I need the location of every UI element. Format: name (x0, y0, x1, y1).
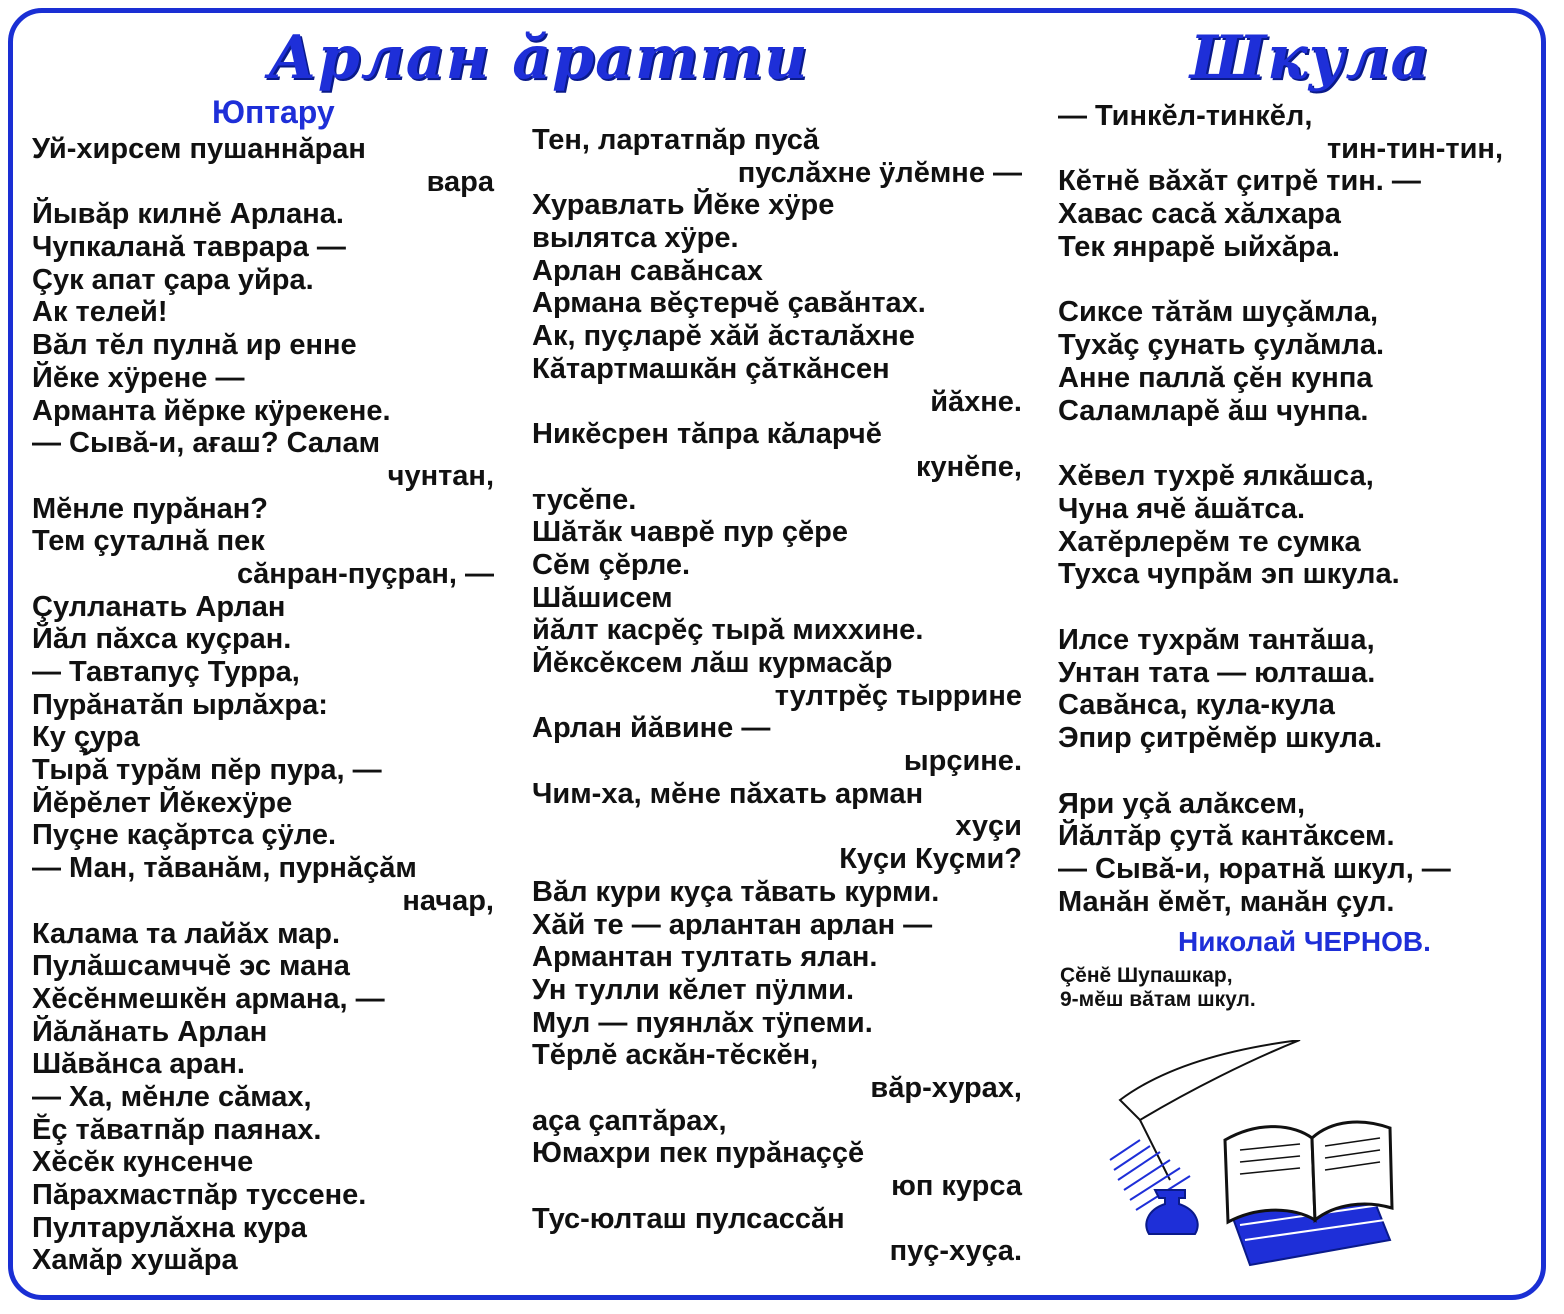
poem-line: Пултарулăхна кура (32, 1211, 307, 1244)
poem-line: Шăтăк чаврĕ пур çĕре (532, 516, 848, 549)
poem-line: Калама та лайăх мар. (32, 917, 341, 950)
poem-line: тусĕпе. (532, 483, 637, 516)
poem-line: Йăлтăр çутă кантăксем. (1058, 820, 1395, 853)
poem-line: Çулланать Арлан (32, 590, 286, 623)
poem-line: Кăтартмашкăн çăткăнсен (532, 352, 890, 385)
poem-line: Ак телей! (32, 296, 168, 329)
poem-line: Ку çура (32, 721, 140, 754)
poem-line: пуслăхне ÿлĕмне — (737, 156, 1022, 189)
poem-line: йăлт касрĕç тырă миххине. (532, 614, 924, 647)
poem-line: Ун тулли кĕлет пÿлми. (532, 973, 855, 1006)
poem-line: Чим-ха, мĕне пăхать арман (532, 777, 924, 810)
poem-line: Тыр้ă турăм пĕр пура, — (32, 754, 382, 787)
poem-line: Пăрахмастпăр туссене. (32, 1179, 367, 1211)
poem-line: Армантан тултать ялан. (532, 941, 878, 974)
poem-line: Йĕке хÿрене — (32, 361, 245, 394)
poem-line: Тус-юлташ пулсассăн (532, 1202, 845, 1235)
poem-line: Сĕм çĕрле. (532, 548, 691, 581)
poem-line: Шăвăнса аран. (32, 1048, 245, 1081)
poem-title-right: Шкула (1190, 23, 1431, 93)
author-city: Çĕнĕ Шупашкар, (1060, 964, 1233, 987)
poem-line: Арлан йăвине — (532, 712, 771, 745)
poem-line: аçа çаптăрах, (532, 1104, 727, 1137)
poem-line: Яри уçă алăксем, (1058, 787, 1306, 820)
poem-column-3 (1058, 100, 1503, 918)
poem-line: сăнран-пуçран, — (236, 557, 494, 590)
stanza-gap (1058, 755, 1503, 788)
poem-line: Мул — пуянлăх тÿпеми. (532, 1006, 873, 1039)
poem-line: Армана вĕçтерчĕ çавăнтах. (532, 287, 926, 320)
author-school: 9-мĕш вăтам шкул. (1060, 988, 1256, 1011)
poem-line: Тен, лартатпăр пусă (532, 124, 820, 156)
poem-line: Юмахри пек пурăнаççĕ (532, 1137, 865, 1170)
poem-line: Анне паллă çĕн кунпа (1058, 361, 1373, 394)
poem-line: вара (426, 165, 494, 198)
poem-line: Пуçне каçăртса çÿле. (32, 819, 337, 852)
poem-line: Сиксе тăтăм шуçăмла, (1058, 296, 1379, 329)
poem-line: Хĕвел тухрĕ ялкăшса, (1058, 460, 1374, 493)
poem-line: Унтан тата — юлташа. (1058, 656, 1376, 689)
poem-line: Чуна ячĕ ăшăтса. (1058, 492, 1306, 525)
poem-line: Йĕрĕлет Йĕкехÿре (32, 786, 293, 819)
author-location (1060, 964, 1256, 1012)
poem-line: пуç-хуçа. (889, 1235, 1022, 1268)
poem-title-left: Арлан ăратти (268, 23, 809, 93)
poem-line: начар, (402, 884, 494, 917)
poem-line: Çук апат çара уйра. (32, 263, 314, 296)
poem-line: Хĕсĕнмешкĕн армана, — (32, 982, 385, 1015)
poem-line: Вăл тĕл пулнă ир енне (32, 329, 357, 362)
poem-line: вылятса хÿре. (532, 222, 739, 255)
poem-line: Савăнса, кула-кула (1058, 689, 1335, 722)
poem-line: Манăн ĕмĕт, манăн çул. (1058, 885, 1395, 918)
poem-line: кунĕпе, (916, 450, 1022, 483)
poem-line: Йăлăнать Арлан (32, 1015, 268, 1048)
poem-line: — Сывă-и, юратнă шкул, — (1058, 853, 1451, 886)
poem-line: Тухăç çунать çулăмла. (1058, 329, 1385, 362)
poem-line: Йывăр килнĕ Арлана. (32, 198, 344, 231)
poem-line: Арлан савăнсах (532, 254, 763, 287)
poem-line: Эпир çитрĕмĕр шкула. (1058, 722, 1383, 754)
poem-line: Ĕç тăватпăр паянах. (32, 1113, 322, 1146)
poem-line: — Сывă-и, ағаш? Салам (32, 427, 381, 460)
stanza-gap (1058, 591, 1503, 624)
poem-line: Хамăр хушăра (32, 1244, 238, 1277)
poem-line: Тем çуталнă пек (32, 525, 265, 558)
poem-line: Тухса чупрăм эп шкула. (1058, 558, 1400, 591)
poem-line: Арманта йĕрке кÿрекене. (32, 394, 391, 427)
stanza-gap (1058, 263, 1503, 296)
poem-line: Йĕксĕксем лăш курмасăр (532, 647, 893, 679)
poem-line: Хĕсĕк кунсенче (32, 1146, 254, 1179)
poem-line: Хавас сасă хăлхара (1058, 198, 1341, 231)
poem-line: Кĕтнĕ вăхăт çитрĕ тин. — (1058, 165, 1421, 198)
poem-column-2 (532, 124, 1022, 1268)
poem-line: — Тинкĕл-тинкĕл, (1058, 100, 1313, 132)
poem-line: Тĕрлĕ аскăн-тĕскĕн, (532, 1039, 819, 1072)
poem-line: Чупкаланă таврара — (32, 231, 346, 264)
poem-line: йăхне. (930, 385, 1022, 418)
stanza-gap (1058, 427, 1503, 460)
open-book-with-inkwell-and-quill-icon (1100, 1040, 1400, 1280)
poem-line: чунтан, (387, 459, 494, 492)
poem-line: Илсе тухрăм тантăша, (1058, 623, 1375, 656)
poem-line: — Ман, тăванăм, пурнăçăм (32, 852, 417, 885)
poem-genre-subtitle: Юптару (212, 94, 335, 130)
author-name: Николай ЧЕРНОВ. (1178, 926, 1431, 957)
poem-line: Хуравлать Йĕке хÿре (532, 189, 835, 222)
poem-line: юп курса (891, 1170, 1022, 1202)
poem-line: — Тавтапуç Турра, (32, 656, 300, 688)
poem-line: хуçи (955, 810, 1022, 843)
poem-line: Куçи Куçми? (839, 843, 1022, 876)
poem-line: ырçине. (903, 745, 1022, 778)
poem-line: Хăй те — арлантан арлан — (532, 908, 933, 941)
poem-line: тин-тин-тин, (1326, 132, 1503, 165)
poem-line: Шăшисем (532, 581, 673, 614)
poem-line: Пурăнатăп ырлăхра: (32, 688, 328, 721)
poem-line: Саламларĕ ăш чунпа. (1058, 394, 1369, 427)
poem-line: Мĕнле пурăнан? (32, 492, 269, 525)
poem-line: тултрĕç тыррине (774, 679, 1022, 712)
poem-line: Пулăшсамччĕ эс мана (32, 950, 350, 983)
poem-line: Никĕсрен тăпра кăларчĕ (532, 418, 882, 451)
poem-line: Ак, пуçларĕ хăй ăсталăхне (532, 320, 915, 353)
poem-line: Тек янрарĕ ыйхăра. (1058, 230, 1340, 263)
poem-line: Йăл пăхса куçран. (32, 623, 292, 656)
poem-line: Уй-хирсем пушаннăран (32, 133, 366, 165)
poem-line: Вăл кури куça тăвать курми. (532, 875, 940, 908)
poem-line: Хатĕрлерĕм те сумка (1058, 525, 1361, 558)
poem-column-1 (32, 133, 494, 1277)
poem-line: вăр-хурах, (870, 1071, 1022, 1104)
poem-line: — Ха, мĕнле сăмах, (32, 1080, 312, 1113)
